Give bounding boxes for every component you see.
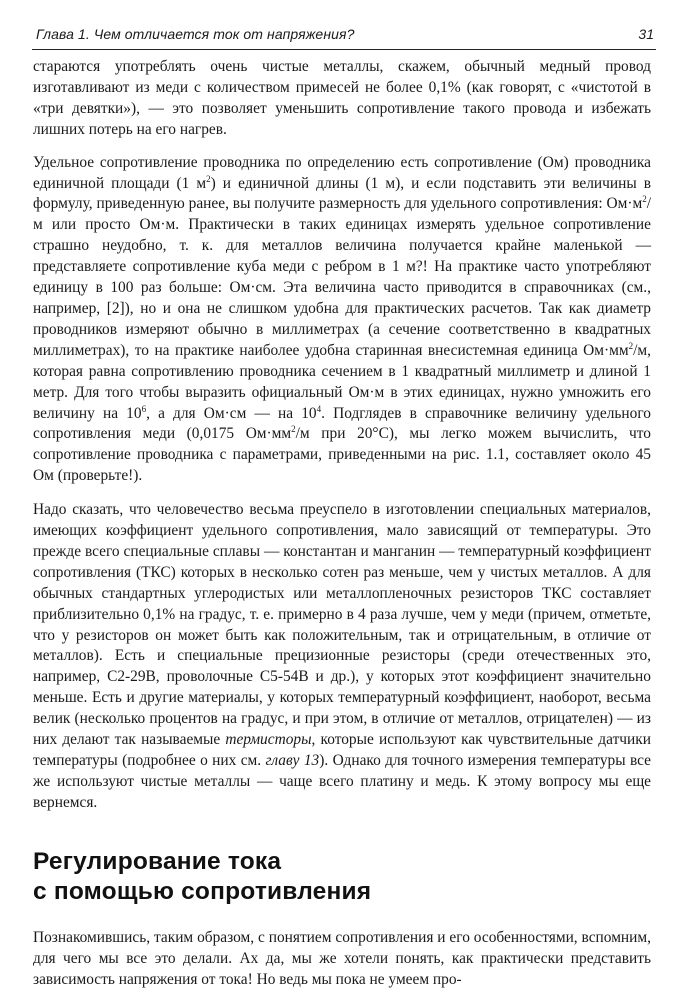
text-run: /м при 20°С), мы легко можем вычислить, что сопротивление проводника с параметрами, приведенными на рис. 1.1, составляет около 45 Ом (проверьте!). [33, 425, 651, 485]
chapter-title: Глава 1. Чем отличается ток от напряжения? [36, 26, 355, 42]
superscript: 2 [642, 194, 647, 205]
text-run: ) и единичной длины (1 м), и если подставить эти величины в формулу, приведенную ранее, вы получите размерность для удельного сопротивления: Ом·м [33, 174, 651, 213]
section-heading [33, 847, 651, 907]
text-run: ). Однако для точного измерения температуры все же используют чистые металлы — чаще всего платину и медь. К этому вопросу мы еще вернемся. [33, 752, 651, 811]
page-content [33, 57, 651, 990]
text-run: , а для Ом·см — на 10 [146, 404, 317, 422]
running-header [32, 23, 656, 50]
paragraph-materials [33, 500, 651, 814]
chapter-reference: главу 13 [265, 752, 320, 769]
paragraph-continued: стараются употреблять очень чистые металлы, скажем, обычный медный провод изготавливают из меди с количеством примесей не более 0,1% (как говорят, с «чистотой в «три девятки»), — это позволяет уменьшить сопротивление такого провода и избежать лишних потерь на его нагрев. [33, 58, 651, 138]
text-run: , которые используют как чувствительные датчики температуры (подробнее о них см. [33, 731, 651, 769]
paragraph-section-intro: Познакомившись, таким образом, с понятием сопротивления и его особенностями, вспомним, для чего мы все это делали. Ах да, мы же хотели понять, как практически представить зависимость напряжения от тока! Но ведь мы пока не умеем про- [33, 928, 651, 988]
text-run: . Подглядев в справочнике величину удельного сопротивления меди (0,0175 Ом·мм [33, 404, 651, 443]
superscript: 2 [291, 424, 296, 435]
text-run: /м, которая равна сопротивлению проводника сечением в 1 квадратный миллиметр и длиной 1 метр. Для того чтобы выразить официальный Ом·м в этих единицах, нужно умножить его величину на 10 [33, 341, 651, 422]
superscript: 2 [206, 173, 211, 184]
superscript: 6 [141, 403, 147, 414]
text-run: /м или просто Ом·м. Практически в таких единицах измерять удельное сопротивление страшно неудобно, т. к. для металлов величина получается крайне маленькой — представляете сопротивление куба меди с ребром в 1 м?! На практике часто употребляют единицу в 100 раз больше: Ом·см. Эта величина часто приводится в справочниках (см., например, [2]), но и она не слишком удобна для практических расчетов. Так как диаметр проводников измеряют обычно в миллиметрах (а сечение соответственно в квадратных миллиметрах), то на практике наиболее удобна старинная внесистемная единица Ом·мм [33, 195, 651, 359]
section-heading-line-1: Регулирование тока [33, 847, 282, 875]
section-heading-line-2: с помощью сопротивления [33, 877, 372, 905]
superscript: 2 [628, 340, 634, 351]
superscript: 4 [316, 403, 322, 414]
text-run: Удельное сопротивление проводника по определению есть сопротивление (Ом) проводника единичной площади (1 м [33, 153, 651, 192]
italic-term: термисторы [225, 731, 312, 749]
paragraph-resistivity [33, 153, 651, 488]
page-number: 31 [638, 26, 654, 42]
text-run: Надо сказать, что человечество весьма преуспело в изготовлении специальных материалов, имеющих коэффициент удельного сопротивления, мало зависящий от температуры. Это прежде всего специальные сплавы — константан и манганин — температурный коэффициент сопротивления (ТКС) которых в несколько сотен раз меньше, чем у чистых металлов. А для обычных стандартных углеродистых или металлопленочных резисторов ТКС составляет приблизительно 0,1% на градус, т. е. примерно в 4 раза лучше, чем у меди (причем, отметьте, что у резисторов он может быть как положительным, так и отрицательным, в отличие от металлов). Есть и специальные прецизионные резисторы (среди отечественных это, например, С2-29В, проволочные С5-54В и др.), у которых этот коэффициент значительно меньше. Есть и другие материалы, у которых температурный коэффициент, наоборот, весьма велик (несколько процентов на градус, и при этом, в отличие от металлов, отрицателен) — из них делают так называемые [33, 501, 651, 749]
